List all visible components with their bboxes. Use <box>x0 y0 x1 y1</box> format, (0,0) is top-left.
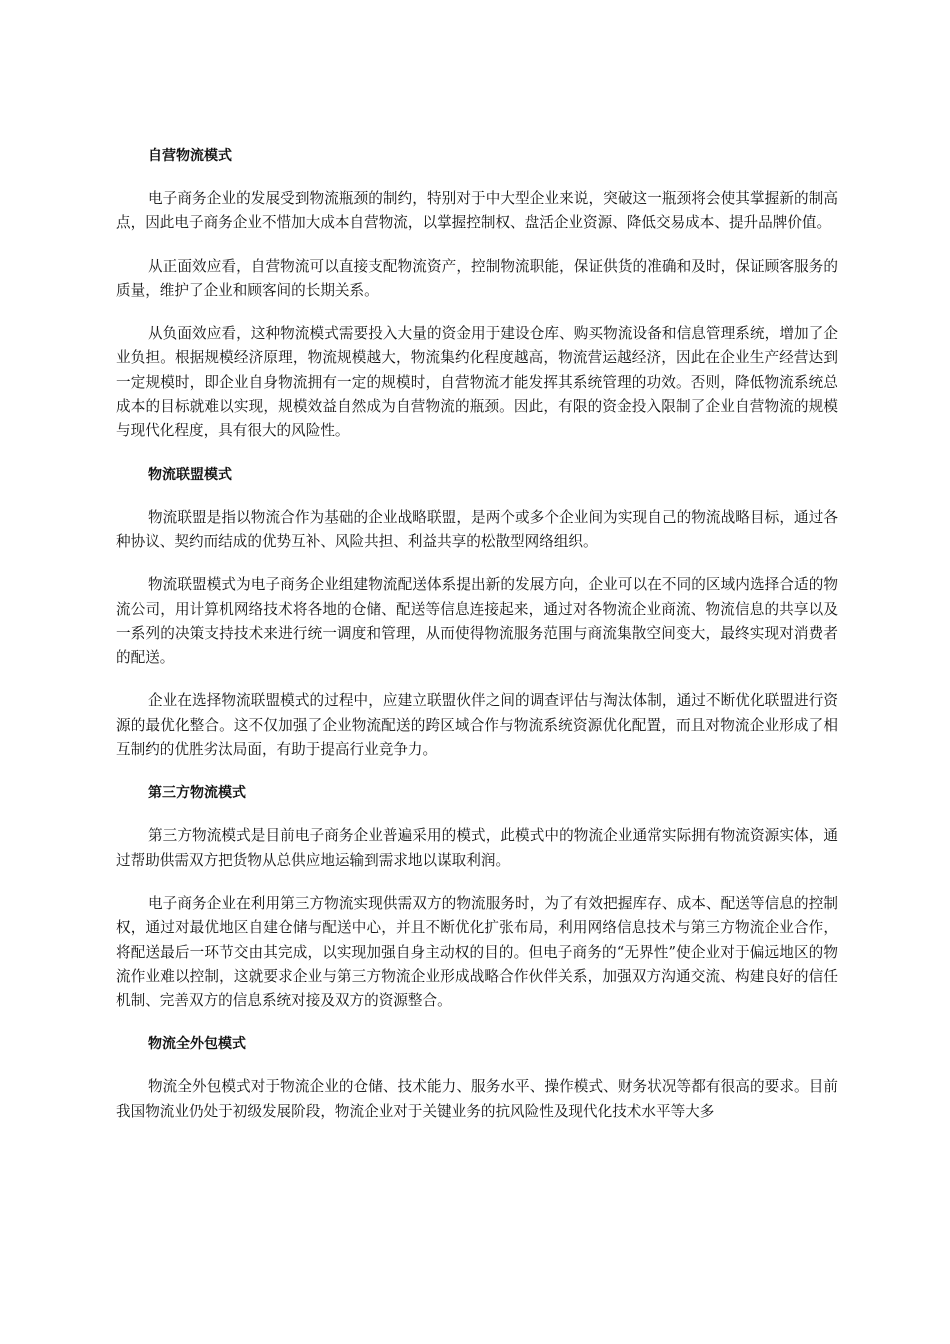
section-self-operated <box>116 144 838 444</box>
section-heading: 第三方物流模式 <box>148 785 246 802</box>
document-body <box>116 144 838 1143</box>
paragraph: 从正面效应看，自营物流可以直接支配物流资产，控制物流职能，保证供货的准确和及时，保证顾客服务的质量，维护了企业和顾客间的长期关系。 <box>116 257 838 299</box>
paragraph: 企业在选择物流联盟模式的过程中，应建立联盟伙伴之间的调查评估与淘汰体制，通过不断优化联盟进行资源的最优化整合。这不仅加强了企业物流配送的跨区域合作与物流系统资源优化配置，而且对物流企业形成了相互制约的优胜劣汰局面，有助于提高行业竞争力。 <box>116 692 838 759</box>
paragraph: 电子商务企业的发展受到物流瓶颈的制约，特别对于中大型企业来说，突破这一瓶颈将会使其掌握新的制高点，因此电子商务企业不惜加大成本自营物流，以掌握控制权、盘活企业资源、降低交易成本、提升品牌价值。 <box>116 190 838 232</box>
paragraph: 第三方物流模式是目前电子商务企业普遍采用的模式，此模式中的物流企业通常实际拥有物流资源实体，通过帮助供需双方把货物从总供应地运输到需求地以谋取利润。 <box>116 827 838 869</box>
section-third-party <box>116 781 838 1013</box>
paragraph: 物流全外包模式对于物流企业的仓储、技术能力、服务水平、操作模式、财务状况等都有很高的要求。目前我国物流业仍处于初级发展阶段，物流企业对于关键业务的抗风险性及现代化技术水平等大多 <box>116 1078 838 1120</box>
paragraph: 物流联盟是指以物流合作为基础的企业战略联盟，是两个或多个企业间为实现自己的物流战略目标，通过各种协议、契约而结成的优势互补、风险共担、利益共享的松散型网络组织。 <box>116 508 838 550</box>
section-heading: 自营物流模式 <box>148 148 232 164</box>
paragraph: 电子商务企业在利用第三方物流实现供需双方的物流服务时，为了有效把握库存、成本、配送等信息的控制权，通过对最优地区自建仓储与配送中心，并且不断优化扩张布局，利用网络信息技术与第三方物流企业合作，将配送最后一环节交由其完成，以实现加强自身主动权的目的。但电子商务的“无界性”使企业对于偏远地区的物流作业难以控制，这就要求企业与第三方物流企业形成战略合作伙伴关系，加强双方沟通交流、构建良好的信任机制、完善双方的信息系统对接及双方的资源整合。 <box>116 894 838 1010</box>
section-alliance <box>116 463 838 763</box>
section-full-outsourcing <box>116 1032 838 1124</box>
paragraph: 从负面效应看，这种物流模式需要投入大量的资金用于建设仓库、购买物流设备和信息管理系统，增加了企业负担。根据规模经济原理，物流规模越大，物流集约化程度越高，物流营运越经济，因此在企业生产经营达到一定规模时，即企业自身物流拥有一定的规模时，自营物流才能发挥其系统管理的功效。否则，降低物流系统总成本的目标就难以实现，规模效益自然成为自营物流的瓶颈。因此，有限的资金投入限制了企业自营物流的规模与现代化程度，具有很大的风险性。 <box>116 325 838 440</box>
section-heading: 物流全外包模式 <box>148 1036 246 1053</box>
paragraph: 物流联盟模式为电子商务企业组建物流配送体系提出新的发展方向，企业可以在不同的区域内选择合适的物流公司，用计算机网络技术将各地的仓储、配送等信息连接起来，通过对各物流企业商流、物流信息的共享以及一系列的决策支持技术来进行统一调度和管理，从而使得物流服务范围与商流集散空间变大，最终实现对消费者的配送。 <box>116 576 838 667</box>
section-heading: 物流联盟模式 <box>148 466 232 483</box>
